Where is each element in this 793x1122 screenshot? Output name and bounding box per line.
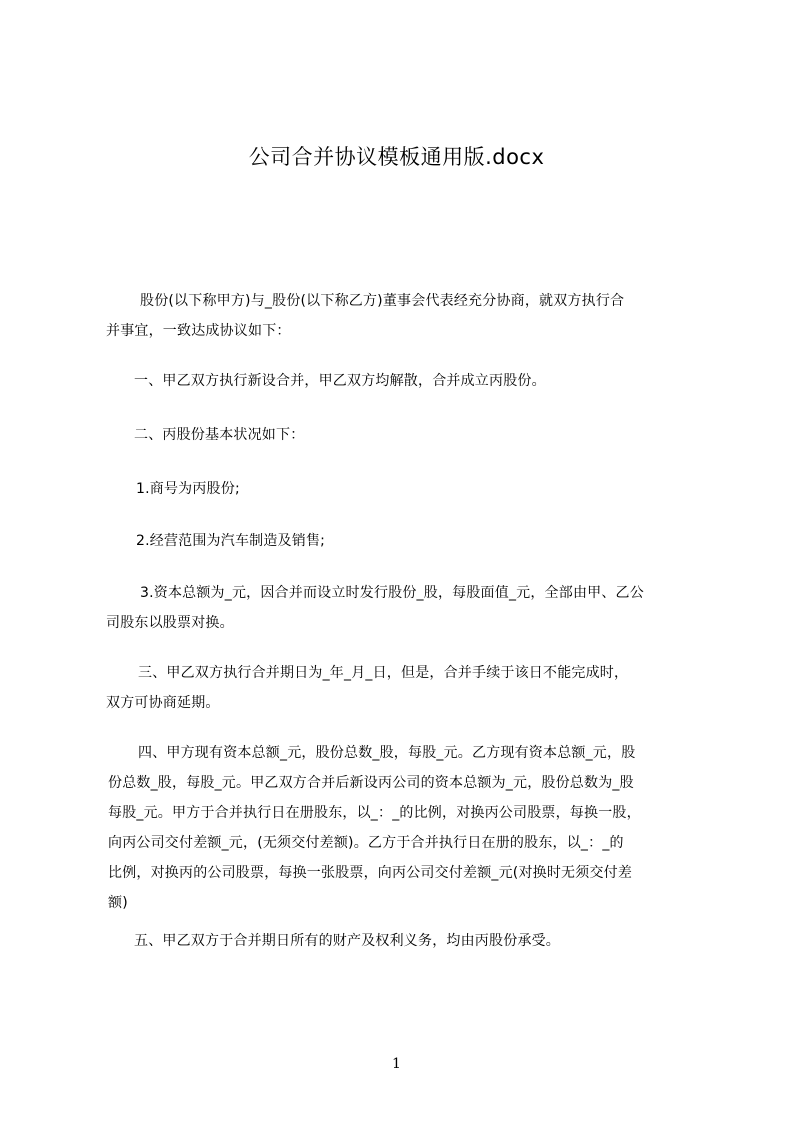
clause-4-paragraph bbox=[106, 738, 710, 918]
paragraph-line: 四、甲方现有资本总额_元，股份总数_股，每股_元。乙方现有资本总额_元，股 bbox=[138, 745, 636, 761]
document-title: 公司合并协议模板通用版.docx bbox=[248, 145, 545, 169]
clause-5-paragraph bbox=[106, 926, 710, 956]
paragraph-line: 3.资本总额为_元，因合并而设立时发行股份_股，每股面值_元，全部由甲、乙公 bbox=[140, 585, 644, 601]
page-number: 1 bbox=[392, 1056, 401, 1072]
paragraph-line: 双方可协商延期。 bbox=[106, 695, 220, 711]
paragraph-line: 额) bbox=[108, 895, 128, 911]
item-1-paragraph bbox=[106, 474, 710, 504]
paragraph-line: 司股东以股票对换。 bbox=[106, 615, 234, 631]
paragraph-line: 并事宜，一致达成协议如下： bbox=[106, 323, 291, 339]
intro-paragraph bbox=[106, 286, 710, 346]
paragraph-line: 比例，对换丙的公司股票，每换一张股票，向丙公司交付差额_元(对换时无须交付差 bbox=[108, 865, 633, 881]
paragraph-line: 1.商号为丙股份; bbox=[136, 481, 240, 497]
paragraph-line: 二、丙股份基本状况如下： bbox=[134, 427, 305, 443]
paragraph-line: 三、甲乙双方执行合并期日为_年_月_日，但是，合并手续于该日不能完成时， bbox=[138, 665, 629, 681]
clause-3-paragraph bbox=[106, 658, 710, 718]
paragraph-line: 2.经营范围为汽车制造及销售; bbox=[136, 533, 326, 549]
item-2-paragraph bbox=[106, 526, 710, 556]
paragraph-line: 一、甲乙双方执行新设合并，甲乙双方均解散，合并成立丙股份。 bbox=[134, 373, 546, 389]
item-3-paragraph bbox=[106, 578, 710, 638]
paragraph-line: 份总数_股，每股_元。甲乙双方合并后新设丙公司的资本总额为_元，股份总数为_股 bbox=[108, 775, 634, 791]
clause-2-paragraph bbox=[106, 420, 710, 450]
paragraph-line: 每股_元。甲方于合并执行日在册股东，以_：_的比例，对换丙公司股票，每换一股， bbox=[108, 805, 641, 821]
paragraph-line: 五、甲乙双方于合并期日所有的财产及权利义务，均由丙股份承受。 bbox=[134, 933, 560, 949]
clause-1-paragraph bbox=[106, 366, 710, 396]
paragraph-line: 股份(以下称甲方)与_股份(以下称乙方)董事会代表经充分协商，就双方执行合 bbox=[140, 293, 625, 309]
paragraph-line: 向丙公司交付差额_元，(无须交付差额)。乙方于合并执行日在册的股东，以_：_的 bbox=[108, 835, 624, 851]
